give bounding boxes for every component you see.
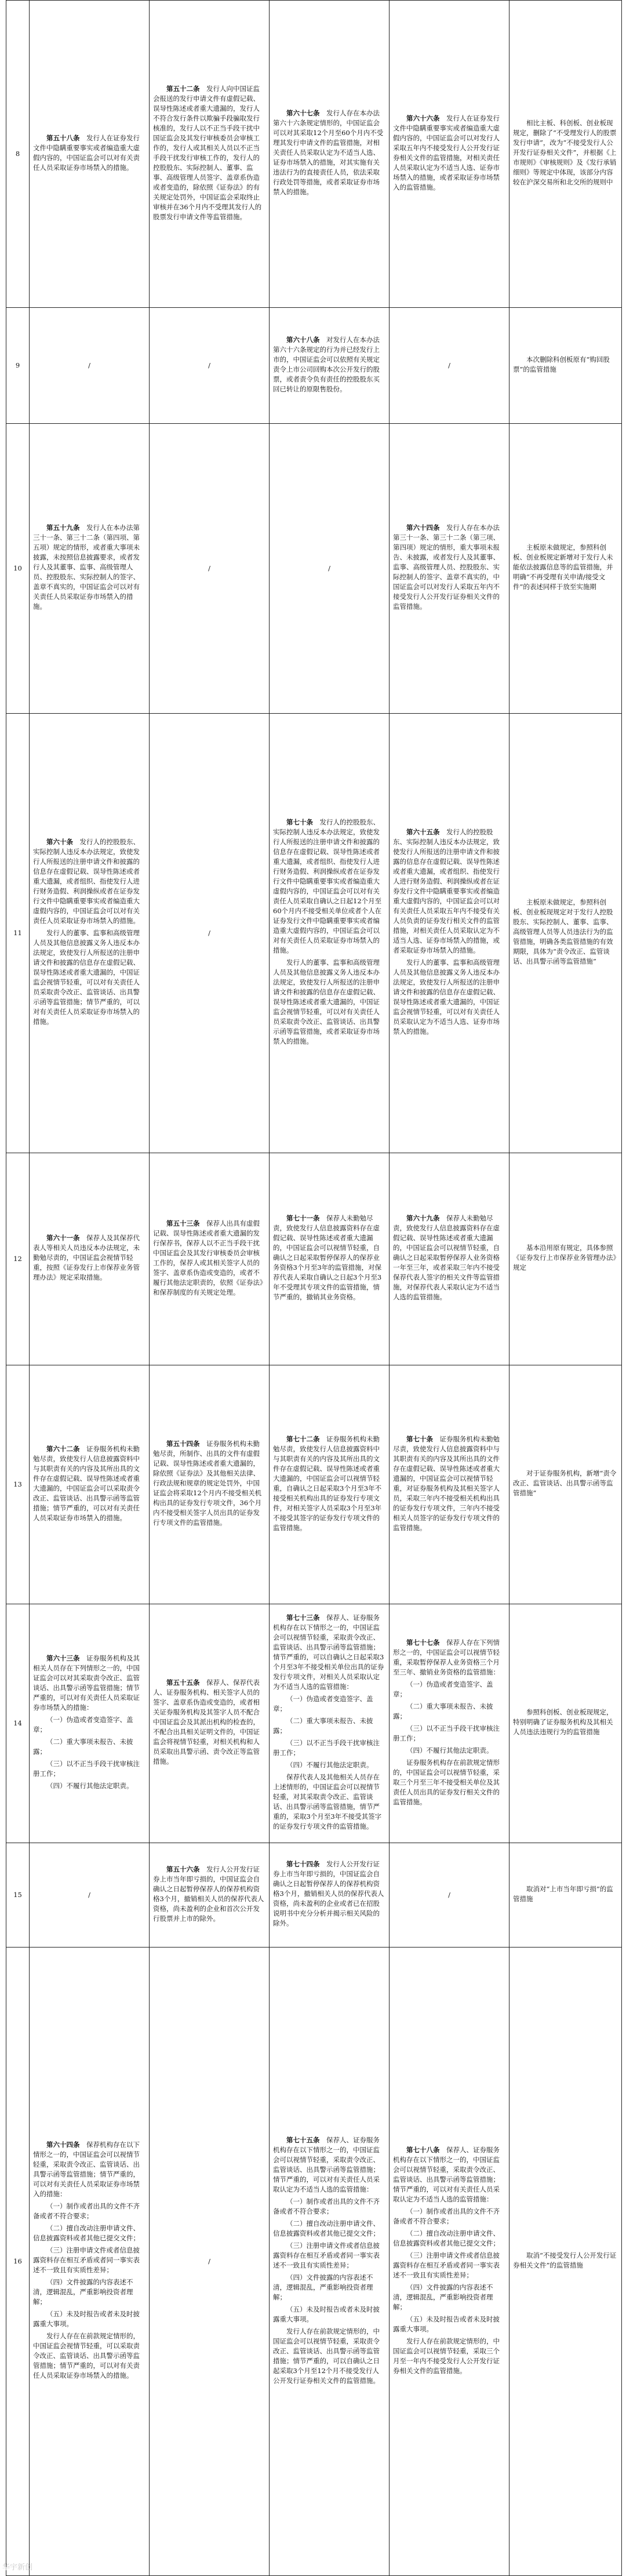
article-text: （四）不履行其他法定职责。 <box>406 1746 493 1754</box>
article-paragraph <box>273 2241 385 2270</box>
article-number: 第五十三条 <box>166 1219 200 1227</box>
cell-version-3: / <box>270 424 390 714</box>
cell-version-3 <box>270 1 390 308</box>
article-paragraph <box>273 2327 385 2386</box>
cell-version-4 <box>390 1153 509 1365</box>
article-paragraph <box>33 2246 145 2275</box>
cell-version-2: / <box>150 308 270 424</box>
cell-version-3 <box>270 1604 390 1843</box>
article-paragraph <box>33 1715 145 1735</box>
cell-version-3 <box>270 1365 390 1604</box>
article-text: （二）擅自改动注册申请文件、信息披露资料或者其他已提交文件； <box>33 2224 140 2242</box>
remarks-text: 基本沿用原有规定，具体参照《证券发行上市保荐业务管理办法》规定 <box>513 1243 618 1273</box>
article-paragraph <box>33 837 145 926</box>
row-number: 10 <box>6 424 30 714</box>
row-number: 9 <box>6 308 30 424</box>
article-number: 第五十九条 <box>46 524 80 532</box>
table-row <box>6 424 622 714</box>
cell-version-2 <box>150 1365 270 1604</box>
article-number: 第六十条 <box>46 838 73 846</box>
article-text: （三）以不正当手段干扰审核注册工作； <box>273 1739 380 1757</box>
article-paragraph <box>273 2197 385 2217</box>
watermark-logo: 华宇新创 <box>2 2561 32 2572</box>
article-paragraph <box>393 114 505 192</box>
article-text: 发行人公开发行证券上市当年即亏损的，中国证监会自确认之日起暂停保荐人的保荐机构资格3个月，撤销相关人员的保荐代表人资格，尚未盈利的企业或者已在招股说明书中充分分析并揭示相关风险的除外。 <box>273 1860 384 1927</box>
article-number: 第五十四条 <box>166 1440 200 1448</box>
article-paragraph <box>273 958 385 1047</box>
table-row <box>6 308 622 424</box>
article-text: 发行人的董事、监事和高级管理人员及其他信息披露义务人违反本办法规定，致使发行人所报送的注册申请文件和披露的信息存在虚假记载、误导性陈述或者重大遗漏的，中国证监会视情节轻重，可以对有关责任人员采取责令改正、监管谈话、出具警示函等监管措施，或者采取证券市场禁入的措施。 <box>273 958 380 1045</box>
article-text: 保荐人、证券服务机构存在以下情形之一的，中国证监会可以视情节轻重，采取责令改正、监管谈话、出具警示函等监管措施；情节严重的，可以对有关责任人员采取认定为不适当人选的监管措施： <box>393 2146 500 2203</box>
comparison-document <box>6 0 621 2576</box>
remarks-text: 本次删除科创板原有“购回股票”的监管措施 <box>513 355 618 375</box>
article-text: （一）制作或者出具的文件不齐备或者不符合要求； <box>273 2197 380 2215</box>
remarks-cell <box>509 1153 622 1365</box>
article-paragraph <box>33 1759 145 1779</box>
article-text: （一）伪造或者变造签字、盖章； <box>273 1695 373 1713</box>
article-paragraph <box>393 2337 505 2376</box>
article-paragraph <box>393 1702 505 1721</box>
remarks-cell <box>509 714 622 1153</box>
article-text: 发行人存在在前款规定情形的，中国证监会视情节轻重，可以采取责令改正、监管谈话、出具警示函等监管措施；情节严重的，可以对有关责任人员采取证券市场禁入的措施。 <box>33 2332 140 2379</box>
remarks-text: 主板原未做规定，参照科创板、创业板现规定对于发行人控股股东、实际控制人、董事、监事、高级管理人员等人员违法行为的监管措施，明确各类监管措施的有效期限，具体为“责令改正、监管谈话、出具警示函等监管措施” <box>513 898 618 967</box>
article-paragraph <box>393 1213 505 1302</box>
cell-version-1 <box>30 1365 150 1604</box>
article-paragraph <box>273 1613 385 1692</box>
cell-version-4: / <box>390 308 509 424</box>
article-paragraph <box>33 1781 145 1791</box>
article-text: 保荐人、证券服务机构存在以下情形之一的，中国证监会可以视情节轻重，采取责令改正、监管谈话、出具警示函等监管措施；情节严重的，可以自确认之日起采取3个月至3年不接受相关单位出具的证券发行专项文件，对相关人员采取认定为不适当人选的监管措施： <box>273 1614 384 1691</box>
cell-version-3 <box>270 1153 390 1365</box>
remarks-cell <box>509 1604 622 1843</box>
article-paragraph <box>393 1680 505 1699</box>
cell-version-2 <box>150 1153 270 1365</box>
article-paragraph <box>33 2201 145 2221</box>
article-text: 发行人存在前款规定情形的，中国证监会可以视情节轻重，采取三个月至一年内不接受发行人公开发行证券相关文件的监管措施。 <box>393 2337 500 2375</box>
remarks-text: 取消对“上市当年即亏损”的监管措施 <box>513 1884 618 1904</box>
article-text: 证券服务机构及其相关人员存在下列情形之一的，中国证监会可以对其采取责令改正、监管谈话、出具警示函等监管措施；情节严重的，可以对有关责任人员采取证券市场禁入的措施： <box>33 1654 140 1712</box>
article-paragraph <box>273 1434 385 1533</box>
article-text: 发行人向中国证监会报送的发行申请文件有虚假记载、误导性陈述或者重大遗漏的，发行人不符合发行条件以欺骗手段骗取发行核准的，发行人以不正当手段干扰中国证监会及其发行审核委员会审核工作的，发行人或其相关人员以不正当手段干扰发行审核工作的，发行人的控股股东、实际控制人、董事、监事、高级管理人员签字、盖章系伪造或者变造的，除依照《证券法》的有关规定处罚外，中国证监会采取终止审核并在36个月内不受理其发行人的股票发行申请文件等监管措施。 <box>153 85 261 221</box>
article-paragraph <box>33 2223 145 2243</box>
article-number: 第六十三条 <box>46 1654 80 1662</box>
article-text: 保荐代表人及其他相关人员存在上述情形的，中国证监会可以视情节轻重，对其采取责令改正、监管谈话、出具警示函等监管措施，情节严重的，采取3个月至3年不接受其签字的证券发行专项文件的监管措施。 <box>273 1773 381 1830</box>
article-text: 保荐人未勤勉尽责，致使发行人信息披露资料存在虚假记载、误导性陈述或者重大遗漏的，中国证监会可以视情节轻重，自确认之日起采取暂停保荐人的保荐业务资格3个月至3年的监管措施，对保荐代表人采取自确认之日起3个月至3年不受理其专项文件的监管措施，情节严重的，撤销其业务资格。 <box>273 1214 381 1301</box>
article-text: 对发行人在本办法第六十六条规定的行为并已经发行上市的，中国证监会可以依照有关规定责令上市公司回购本次公开发行的股票，或者责令负有责任的控股股东买回已转让的原限售股份。 <box>273 336 380 393</box>
article-paragraph <box>33 2140 145 2199</box>
cell-version-4 <box>390 1948 509 2576</box>
article-paragraph <box>273 2135 385 2194</box>
cell-version-3 <box>270 308 390 424</box>
article-paragraph <box>273 108 385 197</box>
article-paragraph <box>153 1219 265 1298</box>
cell-version-4 <box>390 1604 509 1843</box>
article-paragraph <box>273 2273 385 2302</box>
article-text: 发行人的董事、监事和高级管理人员及其他信息披露义务人违反本办法规定，致使发行人所报送的注册申请文件和披露的信息存在虚假记载、误导性陈述或者重大遗漏的，中国证监会视情节轻重，可以对有关责任人员采取责令改正、监管谈话、出具警示函等监管措施；情节严重的，可以对有关责任人员采取证券市场禁入的措施。 <box>33 929 140 1026</box>
article-text: （五）未及时报告或者未及时披露重大事项。 <box>393 2315 500 2333</box>
article-text: （一）伪造或者变造签字、盖章； <box>393 1680 493 1698</box>
article-paragraph <box>33 133 145 173</box>
article-text: 保荐人出具有虚假记载、误导性陈述或者重大遗漏的发行保荐书，保荐人以不正当手段干扰中国证监会及其发行审核委员会审核工作的，保荐人或其相关签字人员的签字、盖章系伪造或变造的，或者不履行其他法定职责的，依照《证券法》和保荐制度的有关规定处理。 <box>153 1219 263 1296</box>
article-paragraph <box>153 84 265 222</box>
article-paragraph <box>273 1716 385 1736</box>
article-text: 保荐人、证券服务机构存在以下情形之一的，中国证监会可以视情节轻重，采取责令改正、监管谈话、出具警示函等监管措施；情节严重的，可以对有关责任人员采取认定为不适当人选的监管措施： <box>273 2136 380 2193</box>
article-paragraph <box>273 1772 385 1832</box>
article-paragraph <box>393 2229 505 2248</box>
article-text: 发行人的控股股东、实际控制人违反本办法规定，致使发行人所报送的注册申请文件和披露的信息存在虚假记载、误导性陈述或者重大遗漏，或者组织、指使发行人进行财务造假、利润操纵或者在证券发行文件中隐瞒重要事实或者编造重大虚假内容的，中国证监会可以对有关责任人员采取五年内不接受有关人员负责的证券发行相关文件的监管措施，对相关责任人员采取认定为不适当人选、证券市场禁入的措施，或者采取证券市场禁入的措施。 <box>393 828 500 954</box>
article-text: （二）重大事项未报告、未披露； <box>273 1717 373 1735</box>
article-number: 第六十四条 <box>406 524 440 532</box>
article-text: （四）不履行其他法定职责。 <box>46 1782 133 1790</box>
article-text: 发行人的控股股东、实际控制人违反本办法规定，致使发行人所报送的注册申请文件和披露的信息存在虚假记载、误导性陈述或者重大遗漏，或者组织、指使发行人进行财务造假、利润操纵或者在证券发行文件中隐瞒重要事实或者编造重大虚假内容的，中国证监会可以对有关责任人员采取证券市场禁入的措施。 <box>33 838 140 925</box>
article-paragraph <box>273 1760 385 1770</box>
article-number: 第七十八条 <box>406 2146 440 2154</box>
article-text: 发行人的控股股东、实际控制人违反本办法规定，致使发行人所报送的注册申请文件和披露的信息存在虚假记载、误导性陈述或者重大遗漏，或者组织、指使发行人进行财务造假、利润操纵或者在证券发行文件中隐瞒重要事实或者编造重大虚假内容的，中国证监会可以对有关责任人员采取自确认之日起12个月至60个月内不接受相关单位或者个人在证券发行文件中隐瞒重要事实或者编造重大虚假内容的，中国证监会可以对有关责任人员采取证券市场禁入的措施。 <box>273 818 381 954</box>
row-number: 14 <box>6 1604 30 1843</box>
article-paragraph <box>393 1434 505 1533</box>
article-number: 第五十八条 <box>46 134 80 142</box>
article-paragraph <box>393 958 505 1037</box>
article-text: 保荐人及其保荐代表人等相关人员违反本办法规定，未勤勉尽责的，中国证监会视情节轻重，按照《证券发行上市保荐业务管理办法》规定采取措施。 <box>33 1234 140 1281</box>
row-number: 16 <box>6 1948 30 2576</box>
article-text: （三）以不正当手段干扰审核注册工作； <box>33 1760 140 1778</box>
article-paragraph <box>153 1439 265 1528</box>
cell-version-2 <box>150 1 270 308</box>
table-row <box>6 1948 622 2576</box>
article-paragraph <box>273 2305 385 2324</box>
table-row <box>6 1843 622 1948</box>
remarks-text: 相比主板、科创板、创业板现规定，删除了“不受理发行人的股票发行申请”，改为“不接受发行人公开发行证券相关文件”，并根据《上市规则》《审核规则》及《发行承销细则》等规定中体现，该部分内容较在沪深交易所和北交所的规则中 <box>513 118 618 187</box>
cell-version-1 <box>30 1604 150 1843</box>
article-paragraph <box>393 2251 505 2280</box>
cell-version-1 <box>30 424 150 714</box>
article-text: （四）不履行其他法定职责。 <box>286 1761 373 1769</box>
article-paragraph <box>33 1654 145 1713</box>
article-paragraph <box>33 2309 145 2329</box>
article-paragraph <box>393 1724 505 1743</box>
article-number: 第七十五条 <box>286 2136 320 2144</box>
article-text: （一）制作或者出具的文件不齐备或者不符合要求； <box>33 2202 140 2220</box>
article-text: （四）文件披露的内容表述不清，逻辑混乱，严重影响投资者理解； <box>33 2278 133 2306</box>
article-text: 证券服务机构未勤勉尽责，致使发行人信息披露资料中与其职责有关的内容及其所出具的文件存在虚假记载、误导性陈述或者重大遗漏的，中国证监会可以视情节轻重，自确认之日起采取3个月至3年不接受相关机构出具的证券发行专项文件，对相关签字人员采取3个月至3年不接受其签字的证券发行专项文件的监管措施。 <box>273 1435 381 1532</box>
article-number: 第六十九条 <box>406 1214 440 1222</box>
article-text: （三）注册申请文件或者信息披露资料存在相互矛盾或者同一事实表述不一致且有实质性差异； <box>393 2251 500 2279</box>
article-number: 第六十八条 <box>286 336 320 344</box>
article-number: 第七十一条 <box>286 1214 320 1222</box>
article-text: （二）重大事项未报告、未披露； <box>393 1702 493 1720</box>
article-text: 发行人在证券发行文件中隐瞒重要事实或者编造重大虚假内容的，中国证监会可以对有关责任人员采取证券市场禁入的措施。 <box>33 134 140 172</box>
article-text: （四）文件披露的内容表述不清，逻辑混乱，严重影响投资者理解； <box>273 2273 373 2301</box>
article-text: （一）伪造或者变造签字、盖章； <box>33 1716 133 1734</box>
article-text: 证券服务机构未勤勉尽责，致使发行人信息披露资料中与其职责有关的内容及其所出具的文件存在虚假记载、误导性陈述或者重大遗漏的，中国证监会可以采取责令改正、监管谈话、出具警示函等监管措施；情节严重的，可以对有关责任人员采取证券市场禁入的措施。 <box>33 1445 140 1522</box>
cell-version-4 <box>390 1 509 308</box>
article-text: （三）注册申请文件或者信息披露资料存在相互矛盾或者同一事实表述不一致且有实质性差异； <box>273 2241 380 2269</box>
article-number: 第五十六条 <box>166 1865 200 1873</box>
article-paragraph <box>273 1213 385 1302</box>
article-text: 证券服务机构未勤勉尽责，致使发行人信息披露资料中与其职责有关的内容及其所出具的文件存在虚假记载、误导性陈述或者重大遗漏的，中国证监会可以视情节轻重，对证券服务机构及其相关签字人员，采取三年内不接受相关机构出具的证券发行专项文件，三年内不接受相关人员签字的证券发行专项文件的监管措施。 <box>393 1435 500 1532</box>
remarks-cell <box>509 1365 622 1604</box>
cell-version-1 <box>30 714 150 1153</box>
article-paragraph <box>33 523 145 612</box>
table-row <box>6 1604 622 1843</box>
cell-version-4: / <box>390 1843 509 1948</box>
row-number: 15 <box>6 1843 30 1948</box>
article-text: （五）未及时报告或者未及时披露重大事项。 <box>33 2310 140 2328</box>
table-row <box>6 714 622 1153</box>
row-number: 8 <box>6 1 30 308</box>
article-number: 第六十七条 <box>286 109 320 117</box>
article-text: 保荐人、保荐代表人、证券服务机构、相关签字人员的签字、盖章系伪造或变造的，或者相关证券服务机构及其签字人员不配合中国证监会及其派出机构的检查的，不配合出具相关证明文件的，中国证监会将视情节轻重，对相关机构和人员采取出具警示函、责令改正等监管措施。 <box>153 1678 260 1765</box>
cell-version-4 <box>390 1365 509 1604</box>
row-number: 13 <box>6 1365 30 1604</box>
cell-version-4 <box>390 714 509 1153</box>
article-text: 发行人在本办法第三十一条、第三十二条（第四项、第五项）规定的情形，或者重大事项未披露，未按照信息披露要求，或者发行人及其董事、监事、高级管理人员、控股股东、实际控制人的签字、盖章不真实的，中国证监会可以对有关责任人员采取证券市场禁入的措施。 <box>33 524 140 611</box>
remarks-text: 主板原未做规定，参照科创板、创业板规定新增对于发行人未能依法披露信息等的监管措施，并明确“不再受理有关申请/接受文件”的表述同样于放至实施期 <box>513 543 618 592</box>
article-paragraph <box>273 335 385 394</box>
cell-version-4 <box>390 424 509 714</box>
cell-version-2: / <box>150 1948 270 2576</box>
article-text: （二）重大事项未报告、未披露； <box>33 1738 133 1756</box>
article-paragraph <box>393 2145 505 2204</box>
article-text: 发行人存在前款规定情形的，中国证监会可以视情节轻重，采取责令改正、监管谈话、出具警示函等监管措施；情节严重的，可以自确认之日起采取3个月至12个月不接受发行人公开发行证券相关文件的监管措施。 <box>273 2327 380 2385</box>
article-number: 第六十五条 <box>406 828 440 836</box>
article-text: 发行人存在本办法第三十一条、第三十二条（第三项、第四项）规定的情形，重大事项未报告、未披露，或者发行人及其董事、监事、高级管理人员、控股股东、实际控制人的签字、盖章不真实的，中国证监会可以对发行人采取五年内不接受发行人公开发行证券相关文件的监管措施。 <box>393 524 500 611</box>
article-paragraph <box>393 2207 505 2226</box>
article-text: 保荐人未勤勉尽责，致使发行人信息披露资料存在虚假记载、误导性陈述或者重大遗漏的，中国证监会可以视情节轻重，自确认之日起采取暂停保荐人业务资格一年至三年，或者采取三年内不接受保荐代表人签字的相关文件等监管措施，对保荐代表人采取认定为不适当人选的监管措施。 <box>393 1214 500 1301</box>
article-text: 发行人存在本办法第六十六条规定情形的，中国证监会可以对其采取12个月至60个月内不受理其发行申请文件的监管措施，对相关责任人员采取认定为不适当人选、证券市场禁入的措施，对其实施有关违法行为的直接责任人员，依法采取行政处罚等措施，或者采取证券市场禁入的措施。 <box>273 109 383 196</box>
article-paragraph <box>273 1859 385 1928</box>
remarks-cell <box>509 1 622 308</box>
article-number: 第七十七条 <box>406 1638 440 1647</box>
cell-version-2: / <box>150 424 270 714</box>
article-paragraph <box>33 1737 145 1757</box>
article-number: 第六十二条 <box>46 1445 80 1453</box>
cell-version-3 <box>270 1948 390 2576</box>
article-paragraph <box>393 1758 505 1807</box>
cell-version-2: / <box>150 714 270 1153</box>
article-text: （二）擅自改动注册申请文件、信息披露资料或者其他已提交文件； <box>393 2229 500 2247</box>
article-paragraph <box>33 1233 145 1282</box>
article-paragraph <box>273 818 385 955</box>
article-number: 第五十五条 <box>166 1678 200 1687</box>
article-number: 第七十条 <box>286 818 313 826</box>
table-row <box>6 1153 622 1365</box>
article-paragraph <box>273 1694 385 1714</box>
cell-version-1 <box>30 1948 150 2576</box>
remarks-cell <box>509 1843 622 1948</box>
article-paragraph <box>393 827 505 955</box>
article-number: 第七十条 <box>406 1435 433 1443</box>
row-number: 11 <box>6 714 30 1153</box>
cell-version-1: / <box>30 1843 150 1948</box>
article-text: （四）文件披露的内容表述不清，逻辑混乱，严重影响投资者理解； <box>393 2283 493 2311</box>
article-paragraph <box>33 2277 145 2307</box>
table-body <box>6 1 622 2576</box>
article-paragraph <box>393 1638 505 1677</box>
article-text: 发行人公开发行证券上市当年即亏损的，中国证监会自确认之日起暂停保荐人的保荐机构资格3个月，撤销相关人员的保荐代表人资格，尚未盈利的企业和首次公开发行股票并上市的除外。 <box>153 1865 264 1923</box>
article-text: （一）制作或者出具的文件不齐备或者不符合要求； <box>393 2207 500 2225</box>
article-number: 第五十二条 <box>166 85 200 93</box>
article-text: 保荐机构存在以下情形之一的，中国证监会可以视情节轻重，采取责令改正、监管谈话、出具警示函等监管措施；情节严重的，可以对有关责任人员采取证券市场禁入的措施： <box>33 2141 140 2198</box>
article-text: （五）未及时报告或者未及时披露重大事项。 <box>273 2305 380 2323</box>
article-paragraph <box>393 2283 505 2312</box>
regulation-comparison-table <box>6 0 622 2576</box>
article-text: （三）以不正当手段干扰审核注册工作； <box>393 1724 500 1742</box>
article-paragraph <box>273 2219 385 2239</box>
article-number: 第七十二条 <box>286 1435 320 1443</box>
cell-version-1: / <box>30 308 150 424</box>
cell-version-1 <box>30 1153 150 1365</box>
article-number: 第七十三条 <box>286 1614 320 1622</box>
article-paragraph <box>153 1678 265 1767</box>
article-text: 发行人在证券发行文件中隐瞒重要事实或者编造重大虚假内容的，中国证监会可以对发行人采取五年内不接受发行人公开发行证券相关文件的监管措施，对相关责任人员采取认定为不适当人选、证券市场禁入的措施，或者采取证券市场禁入的监管措施。 <box>393 114 500 191</box>
remarks-cell <box>509 424 622 714</box>
article-number: 第六十四条 <box>46 2141 80 2149</box>
article-text: （二）擅自改动注册申请文件、信息披露资料或者其他已提交文件； <box>273 2219 380 2237</box>
cell-version-3 <box>270 1843 390 1948</box>
cell-version-1 <box>30 1 150 308</box>
article-paragraph <box>33 2331 145 2381</box>
article-paragraph <box>33 928 145 1027</box>
article-paragraph <box>33 1444 145 1523</box>
article-paragraph <box>273 1738 385 1758</box>
article-text: 发行人的董事、监事和高级管理人员及其他信息披露义务人违反本办法规定，致使发行人所报送的注册申请文件和披露的信息存在虚假记载、误导性陈述或者重大遗漏的，中国证监会视情节轻重，可以对有关责任人员采取认定为不适当人选、证券市场禁入的措施。 <box>393 958 500 1036</box>
article-paragraph <box>393 2315 505 2334</box>
table-row <box>6 1365 622 1604</box>
article-text: 保荐人存在下列情形之一的，中国证监会可以视情节轻重，采取暂停保荐人业务资格三个月至三年、撤销业务资格的监管措施： <box>393 1638 500 1676</box>
cell-version-2 <box>150 1604 270 1843</box>
article-paragraph <box>393 1746 505 1756</box>
article-text: 证券服务机构存在前款规定情形的，中国证监会可以视情节轻重，采取三个月至三年不接受相关单位及其责任人员出具的证券发行相关文件的监管措施。 <box>393 1758 500 1806</box>
cell-version-3 <box>270 714 390 1153</box>
table-row <box>6 1 622 308</box>
article-paragraph <box>153 1865 265 1924</box>
remarks-cell <box>509 1948 622 2576</box>
cell-version-2 <box>150 1843 270 1948</box>
article-text: （三）注册申请文件或者信息披露资料存在相互矛盾或者同一事实表述不一致且有实质性差异； <box>33 2246 140 2274</box>
article-text: 证券服务机构未勤勉尽责，所制作、出具的文件有虚假记载、误导性陈述或者重大遗漏的，除依照《证券法》及其他相关法律、行政法规和规章的规定处罚外，中国证监会将采取12个月内不接受相关机构出具的证券发行专项文件，36个月内不接受相关签字人员出具的证券发行专项文件的监管措施。 <box>153 1440 261 1527</box>
remarks-text: 对于证券服务机构，新增“责令改正、监管谈话、出具警示函等监管措施” <box>513 1469 618 1498</box>
article-number: 第七十四条 <box>286 1860 320 1868</box>
article-number: 第六十一条 <box>46 1234 80 1242</box>
remarks-text: 参照科创板、创业板现规定，特别明确了证券服务机构及其相关人员违法违规行为的监管措施 <box>513 1707 618 1737</box>
article-paragraph <box>393 523 505 612</box>
remarks-cell <box>509 308 622 424</box>
article-number: 第六十六条 <box>406 114 440 122</box>
row-number: 12 <box>6 1153 30 1365</box>
remarks-text: 取消“不接受发行人公开发行证券相关文件”的监管措施 <box>513 2251 618 2270</box>
